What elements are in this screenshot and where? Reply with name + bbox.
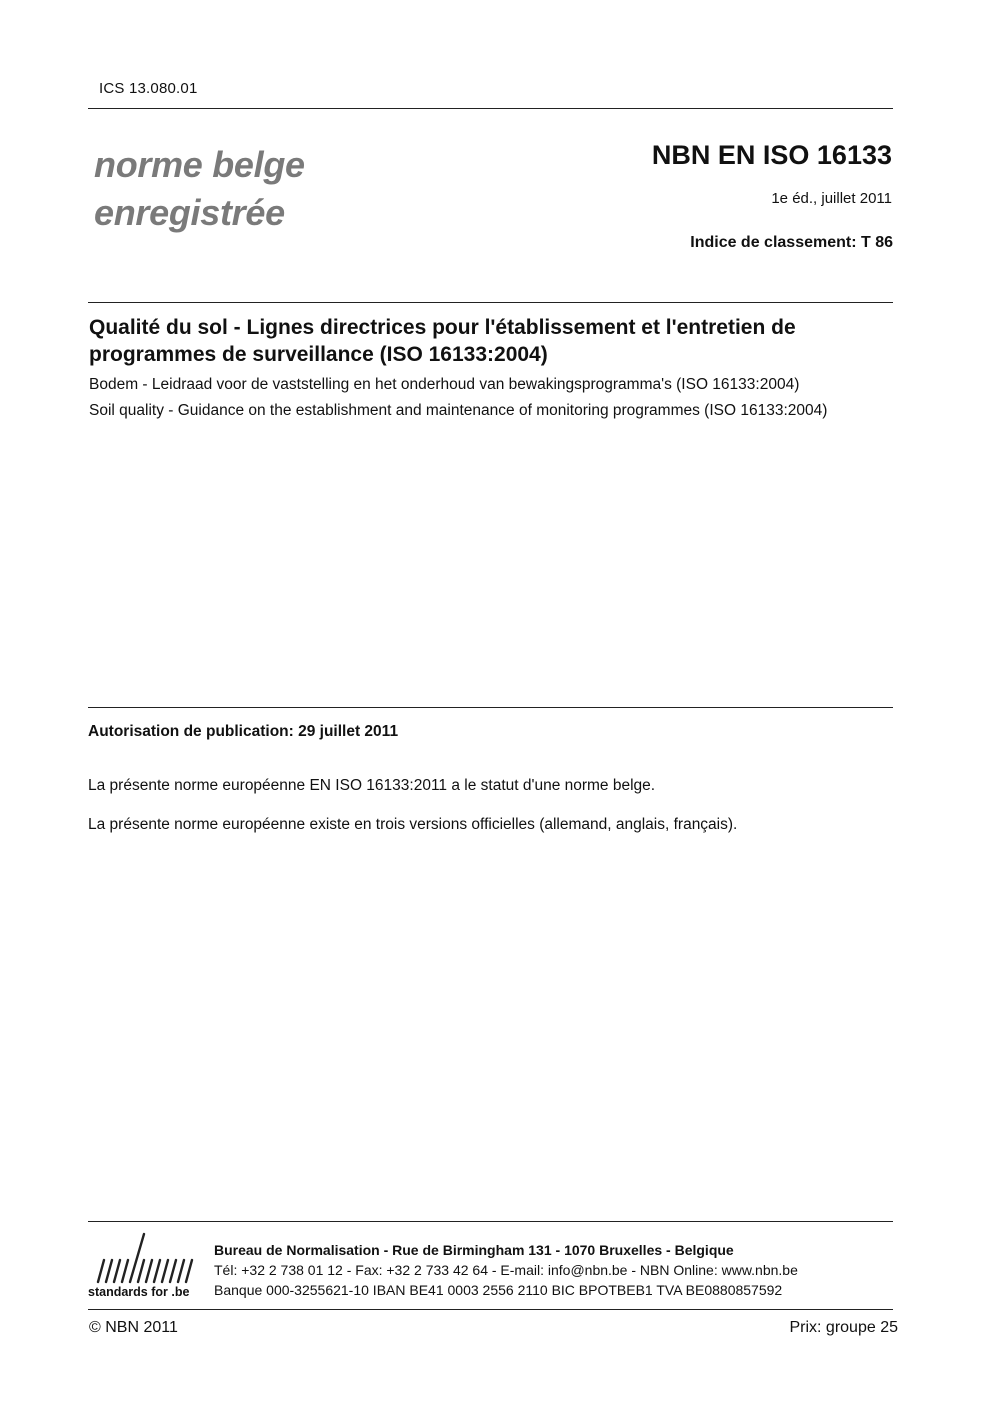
- edition-date: 1e éd., juillet 2011: [771, 190, 892, 207]
- footer-address-block: [214, 1240, 798, 1300]
- status-paragraph: La présente norme européenne EN ISO 16133:2011 a le statut d'une norme belge.: [88, 777, 656, 794]
- body-divider: [88, 707, 893, 708]
- publication-authorisation: Autorisation de publication: 29 juillet 2011: [88, 723, 399, 740]
- nbn-logo-icon: [92, 1232, 196, 1286]
- title-dutch: Bodem - Leidraad voor de vaststelling en het onderhoud van bewakingsprogramma's (ISO 16133:2004): [89, 376, 800, 393]
- header-divider: [88, 108, 893, 109]
- footer-contact: Tél: +32 2 738 01 12 - Fax: +32 2 733 42 64 - E-mail: info@nbn.be - NBN Online: www.nbn.be: [214, 1262, 798, 1278]
- footer-bank: Banque 000-3255621-10 IBAN BE41 0003 2556 2110 BIC BPOTBEB1 TVA BE0880857592: [214, 1282, 783, 1298]
- bottom-divider: [88, 1309, 893, 1310]
- standard-id: NBN EN ISO 16133: [651, 140, 892, 170]
- footer-address: Bureau de Normalisation - Rue de Birmingham 131 - 1070 Bruxelles - Belgique: [214, 1242, 734, 1258]
- title-divider: [88, 302, 893, 303]
- title-french: Qualité du sol - Lignes directrices pour l'établissement et l'entretien de programmes de surveillance (ISO 16133:2004): [89, 316, 796, 366]
- versions-paragraph: La présente norme européenne existe en trois versions officielles (allemand, anglais, français).: [88, 816, 738, 833]
- norme-line-2: enregistrée: [94, 192, 285, 233]
- norme-line-1: norme belge: [94, 144, 305, 185]
- logo-tagline: standards for .be: [88, 1285, 190, 1299]
- classification-index: Indice de classement: T 86: [690, 234, 893, 251]
- footer-divider: [88, 1221, 893, 1222]
- title-english: Soil quality - Guidance on the establishment and maintenance of monitoring programmes (ISO 16133:2004): [89, 402, 828, 419]
- norme-label: [94, 141, 305, 237]
- copyright: © NBN 2011: [89, 1319, 178, 1336]
- nbn-logo: [88, 1232, 200, 1304]
- price-group: Prix: groupe 25: [789, 1319, 898, 1336]
- ics-code: ICS 13.080.01: [99, 80, 198, 97]
